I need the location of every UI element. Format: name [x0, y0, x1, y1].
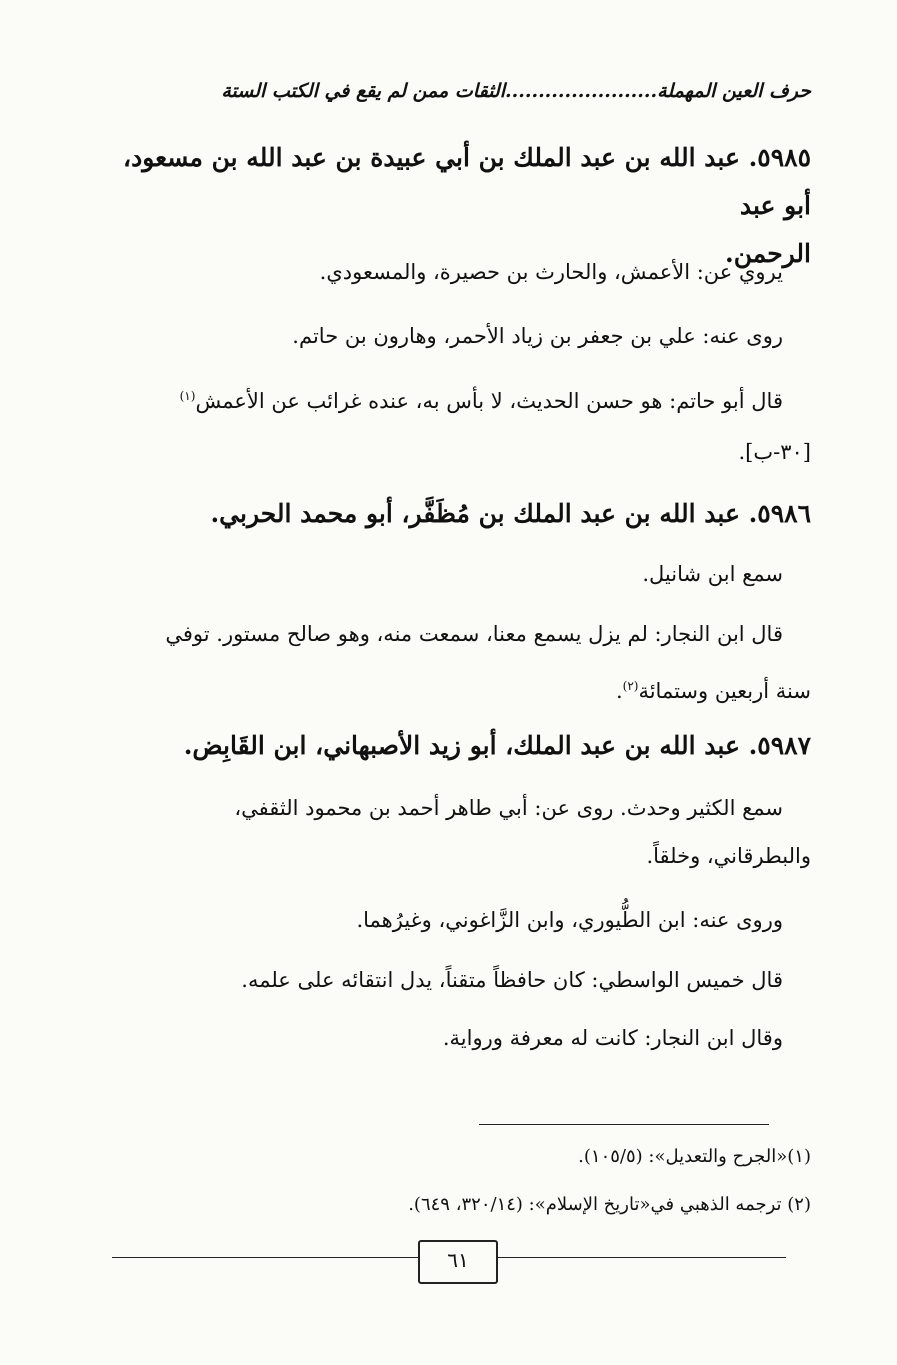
entry-5985-narrated-by: روى عنه: علي بن جعفر بن زياد الأحمر، وهارون بن حاتم.	[292, 324, 783, 348]
footnote-1: (١)«الجرح والتعديل»: (١٠٥/٥).	[578, 1146, 811, 1167]
entry-5986-end: .	[615, 679, 623, 703]
entry-5987-title: ٥٩٨٧. عبد الله بن عبد الملك، أبو زيد الأصبهاني، ابن القَابِض.	[183, 731, 811, 760]
footnote-ref-2[interactable]: (٢)	[622, 679, 639, 693]
entry-5987-narrated-by: وروى عنه: ابن الطُّيوري، وابن الزَّاغوني، وغيرُهما.	[356, 908, 783, 932]
page-number: ٦١	[418, 1240, 498, 1284]
entry-5987-heard-line2: والبطرقاني، وخلقاً.	[646, 844, 811, 868]
entry-5987-ibn-najjar-quote: وقال ابن النجار: كانت له معرفة ورواية.	[442, 1026, 783, 1050]
entry-5987-khamis-quote: قال خميس الواسطي: كان حافظاً متقناً، يدل انتقائه على علمه.	[241, 968, 783, 992]
footnote-ref-1[interactable]: (١)	[179, 389, 196, 403]
entry-5985-quote-text: قال أبو حاتم: هو حسن الحديث، لا بأس به، عنده غرائب عن الأعمش	[195, 389, 783, 413]
entry-5986-heard-from: سمع ابن شانيل.	[642, 562, 783, 586]
entry-5985-title-line1: ٥٩٨٥. عبد الله بن عبد الملك بن أبي عبيدة بن عبد الله بن مسعود، أبو عبد	[123, 143, 811, 220]
entry-5985-quote	[120, 374, 811, 423]
running-header: حرف العين المهملة.......................الثقات ممن لم يقع في الكتب الستة	[221, 80, 811, 102]
footer-rule-left	[112, 1257, 418, 1258]
footer-rule-right	[494, 1257, 786, 1258]
footnote-2: (٢) ترجمه الذهبي في«تاريخ الإسلام»: (٣٢٠/١٤، ٦٤٩).	[408, 1194, 811, 1215]
entry-5987-heard-line1: سمع الكثير وحدث. روى عن: أبي طاهر أحمد بن محمود الثقفي،	[234, 796, 783, 820]
entry-5986-quote-line2: سنة أربعين وستمائة	[638, 679, 811, 703]
entry-5986-ibn-najjar-quote	[120, 612, 811, 656]
footnote-separator	[479, 1124, 769, 1125]
entry-5986-quote-line1: قال ابن النجار: لم يزل يسمع معنا، سمعت منه، وهو صالح مستور. توفي	[165, 622, 783, 646]
entry-5986-title: ٥٩٨٦. عبد الله بن عبد الملك بن مُظَفَّر، أبو محمد الحربي.	[210, 499, 811, 528]
entry-5985-title-line2: الرحمن.	[725, 239, 811, 268]
entry-5985-narrates-from: يروي عن: الأعمش، والحارث بن حصيرة، والمسعودي.	[319, 260, 783, 284]
entry-5986-death-year	[120, 664, 811, 713]
entry-5985-page-ref: [٣٠-ب].	[738, 440, 811, 464]
